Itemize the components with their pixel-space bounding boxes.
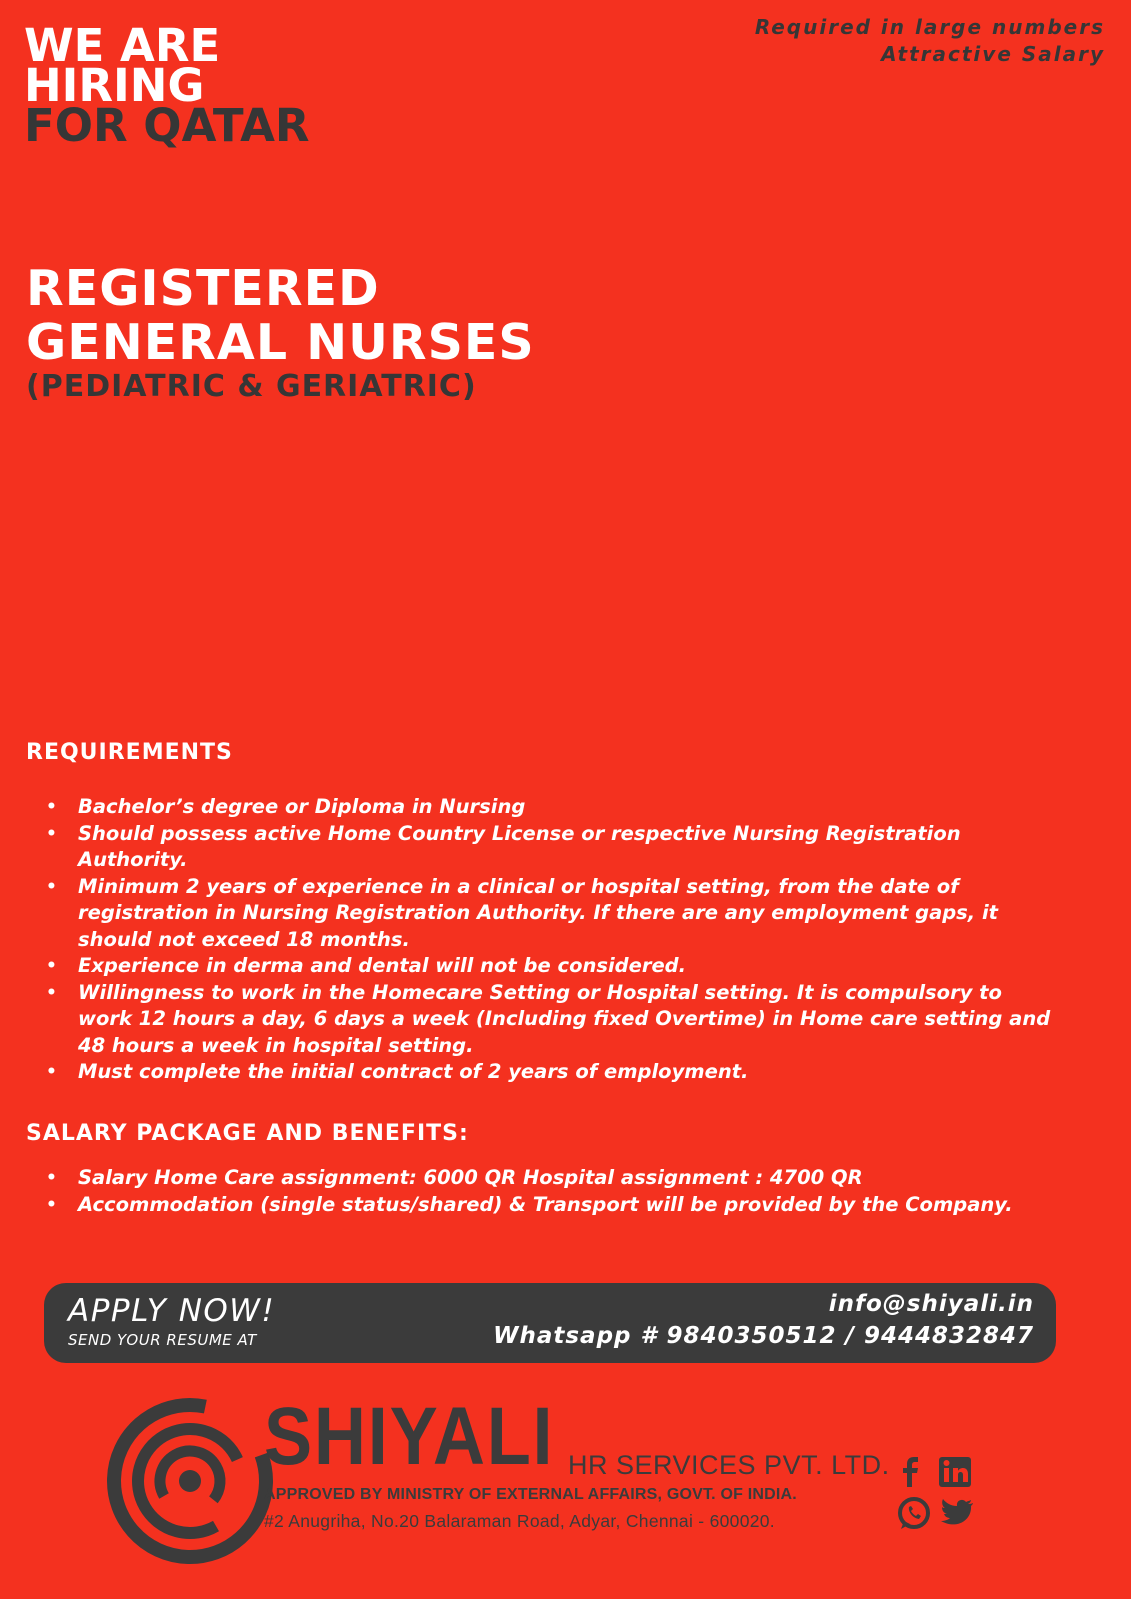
social-icons	[893, 1453, 983, 1533]
requirement-item: • Willingness to work in the Homecare Setting or Hospital setting. It is compulsory to work 12 hours a day, 6 days a week (Including fixed Overtime) in Home care setting and 48 hours a week in hospital setting.	[46, 980, 1056, 1060]
salary-list	[46, 1165, 1056, 1218]
job-title-line-2: GENERAL NURSES	[26, 314, 535, 371]
shiyali-logo-icon	[104, 1395, 276, 1567]
company-suffix: HR SERVICES PVT. LTD.	[568, 1450, 890, 1480]
apply-banner	[44, 1283, 1056, 1363]
requirement-item: • Should possess active Home Country License or respective Nursing Registration Authority.	[46, 821, 1056, 874]
twitter-icon[interactable]	[941, 1499, 973, 1524]
hero-heading	[24, 19, 310, 152]
tagline-line-1: Required in large numbers	[754, 15, 1105, 39]
requirements-heading: REQUIREMENTS	[26, 740, 233, 765]
company-address: #2 Anugriha, No.20 Balaraman Road, Adyar, Chennai - 600020.	[264, 1511, 775, 1531]
apply-now-title: APPLY NOW!	[68, 1293, 276, 1329]
linkedin-icon[interactable]	[939, 1457, 971, 1487]
requirement-item: • Must complete the initial contract of 2 years of employment.	[46, 1059, 1056, 1086]
hero-line-1: WE ARE	[24, 19, 221, 72]
salary-item: • Salary Home Care assignment: 6000 QR Hospital assignment : 4700 QR	[46, 1165, 1056, 1192]
requirement-item: • Experience in derma and dental will not be considered.	[46, 953, 1056, 980]
hero-line-2: HIRING	[24, 59, 205, 112]
salary-item: • Accommodation (single status/shared) & Transport will be provided by the Company.	[46, 1192, 1056, 1219]
email-link[interactable]: info@shiyali.in	[828, 1291, 1034, 1317]
salary-heading: SALARY PACKAGE AND BENEFITS:	[26, 1121, 469, 1146]
approval-text: APPROVED BY MINISTRY OF EXTERNAL AFFAIRS, GOVT. OF INDIA.	[264, 1486, 797, 1503]
job-title-block	[26, 262, 535, 404]
whatsapp-icon[interactable]	[900, 1499, 928, 1529]
company-name: SHIYALI	[264, 1391, 555, 1482]
requirement-item: • Bachelor’s degree or Diploma in Nursing	[46, 794, 1056, 821]
requirements-list	[46, 794, 1056, 1086]
whatsapp-number[interactable]: Whatsapp # 9840350512 / 9444832847	[493, 1323, 1034, 1349]
tagline-line-2: Attractive Salary	[881, 42, 1105, 66]
hero-line-3: FOR QATAR	[24, 99, 310, 152]
tagline	[755, 14, 1105, 68]
job-title-line-1: REGISTERED	[26, 260, 380, 317]
requirement-item: • Minimum 2 years of experience in a clinical or hospital setting, from the date of registration in Nursing Registration Authority. If there are any employment gaps, it should not exceed 18 months.	[46, 874, 1056, 954]
facebook-icon[interactable]	[903, 1457, 918, 1487]
job-subtitle: (PEDIATRIC & GERIATRIC)	[26, 369, 477, 404]
apply-subtitle: SEND YOUR RESUME AT	[68, 1331, 257, 1349]
